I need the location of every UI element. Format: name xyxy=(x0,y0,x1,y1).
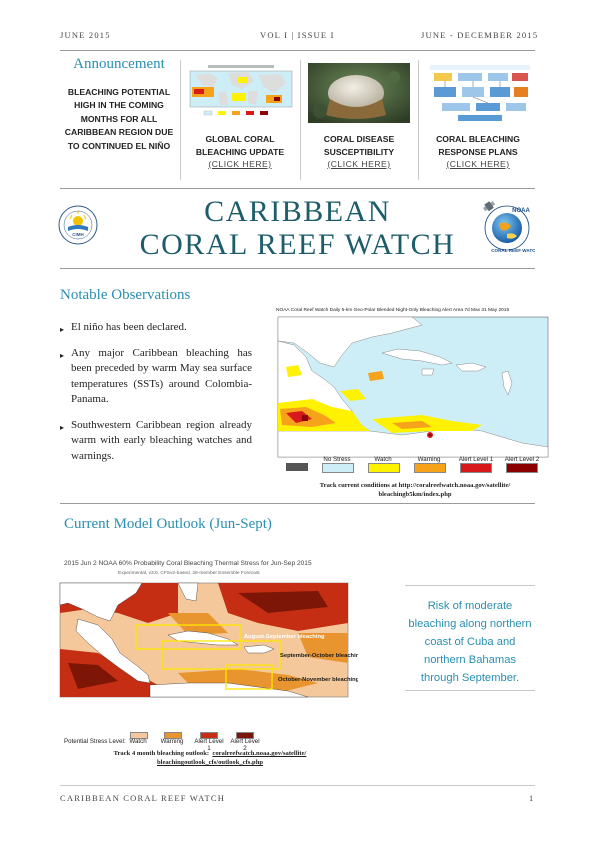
announcement-text: BLEACHING POTENTIAL HIGH IN THE COMING MONTHS FOR ALL CARIBBEAN REGION DUE TO CONTINUED EL NIÑO xyxy=(64,87,174,151)
feature-response-plans xyxy=(418,133,538,171)
bullet-arrow-icon: ▸ xyxy=(60,422,65,432)
map-title: NOAA Coral Reef Watch Daily 5-km Geo-Polar Blended Night-Only Bleaching Alert Area 7d Max 31 May 2015 xyxy=(276,308,510,313)
list-item: ▸ Southwestern Caribbean region already warm with early bleaching watches and warnings. xyxy=(60,418,252,462)
legend-label: Watch xyxy=(129,738,147,745)
current-conditions-caption xyxy=(275,481,555,499)
coral-disease-link[interactable]: (CLICK HERE) xyxy=(327,159,391,169)
global-bleaching-link[interactable]: (CLICK HERE) xyxy=(208,159,272,169)
noaa-ring-label: CORAL REEF WATCH xyxy=(491,248,535,253)
observations-title: Notable Observations xyxy=(60,287,191,303)
risk-callout: Risk of moderate bleaching along northern coast of Cuba and northern Bahamas through September. xyxy=(408,600,532,684)
legend-swatch xyxy=(460,463,492,473)
outlook-box-label: September-October bleaching xyxy=(280,653,358,659)
observations-list xyxy=(60,320,252,474)
callout-rule xyxy=(405,585,535,586)
legend-label: Alert Level 1 xyxy=(458,456,494,463)
outlook-title: Current Model Outlook (Jun-Sept) xyxy=(64,516,272,532)
noaa-label: NOAA xyxy=(512,208,530,214)
caption-line: Track current conditions at http://coralreefwatch.noaa.gov/satellite/ xyxy=(319,482,511,489)
footer-rule xyxy=(60,785,535,786)
global-bleaching-thumbnail[interactable] xyxy=(188,63,294,123)
section-rule xyxy=(60,503,535,504)
bleaching-alert-map xyxy=(272,303,555,475)
alert-legend xyxy=(286,456,540,479)
caption-label: Track 4 month bleaching outlook: xyxy=(113,750,210,757)
legend-swatch xyxy=(286,463,308,471)
feature-title: BLEACHING UPDATE xyxy=(195,146,285,157)
legend-label: Warning xyxy=(160,738,184,745)
legend-swatch xyxy=(368,463,400,473)
bullet-arrow-icon: ▸ xyxy=(60,325,65,334)
legend-swatch xyxy=(506,463,538,473)
noaa-crw-logo xyxy=(477,198,535,256)
outlook-url-link[interactable]: coralreefwatch.noaa.gov/satellite/ xyxy=(212,750,307,757)
legend-label: Watch xyxy=(374,456,392,463)
legend-label: Alert Level 1 xyxy=(194,738,224,752)
cimh-logo xyxy=(58,205,98,245)
masthead-bottom-rule xyxy=(60,268,535,269)
callout-rule xyxy=(405,690,535,691)
legend-label: Warning xyxy=(417,456,441,463)
feature-title: SUSCEPTIBILITY xyxy=(323,146,395,157)
footer-title: CARIBBEAN CORAL REEF WATCH xyxy=(60,793,226,803)
feature-title: GLOBAL CORAL xyxy=(205,134,275,144)
outlook-map-subtitle: Experimental, v3.0, CFSv2-based, 28-member Ensemble Forecast xyxy=(118,571,260,576)
list-item: ▸ El niño has been declared. xyxy=(60,320,252,336)
list-item: ▸ Any major Caribbean bleaching has been preceded by warm May sea surface temperatures (SSTs) around Colombia-Panama. xyxy=(60,346,252,405)
header-volume: VOL I | ISSUE I xyxy=(260,30,335,40)
feature-title: RESPONSE PLANS xyxy=(438,146,518,157)
outlook-map xyxy=(58,553,358,743)
outlook-box-label: October-November bleaching xyxy=(278,677,358,683)
header-period: JUNE - DECEMBER 2015 xyxy=(421,30,539,40)
outlook-url-link[interactable]: bleachingoutlook_cfs/outlook_cfs.php xyxy=(156,759,264,766)
outlook-caption xyxy=(60,749,360,767)
header-date: JUNE 2015 xyxy=(60,30,111,40)
legend-label: Alert Level 2 xyxy=(230,738,260,752)
announcement-title: Announcement xyxy=(73,56,165,72)
outlook-map-title: 2015 Jun 2 NOAA 60% Probability Coral Bleaching Thermal Stress for Jun-Sep 2015 xyxy=(64,560,312,567)
legend-swatch xyxy=(322,463,354,473)
masthead-top-rule xyxy=(60,188,535,189)
feature-global-bleaching xyxy=(180,133,300,171)
masthead-title-line1: CARIBBEAN xyxy=(204,195,391,228)
caption-line: bleachingb5km/index.php xyxy=(378,491,452,498)
cimh-label: CIMH xyxy=(72,232,84,237)
outlook-legend-title: Potential Stress Level: xyxy=(64,738,126,745)
outlook-box-label: August-September bleaching xyxy=(244,634,325,640)
feature-coral-disease xyxy=(300,133,418,171)
response-plans-link[interactable]: (CLICK HERE) xyxy=(446,159,510,169)
legend-swatch xyxy=(414,463,446,473)
masthead-title-line2: CORAL REEF WATCH xyxy=(139,228,456,261)
legend-label: Alert Level 2 xyxy=(504,456,540,463)
response-plans-thumbnail[interactable] xyxy=(428,63,532,123)
feature-title: CORAL DISEASE xyxy=(323,134,395,144)
header-rule xyxy=(60,50,535,51)
outlook-legend xyxy=(60,732,360,752)
coral-disease-thumbnail[interactable] xyxy=(308,63,410,123)
page-number: 1 xyxy=(529,793,535,803)
feature-title: CORAL BLEACHING xyxy=(436,134,520,144)
legend-label: No Stress xyxy=(323,456,351,463)
bullet-arrow-icon: ▸ xyxy=(60,350,65,360)
